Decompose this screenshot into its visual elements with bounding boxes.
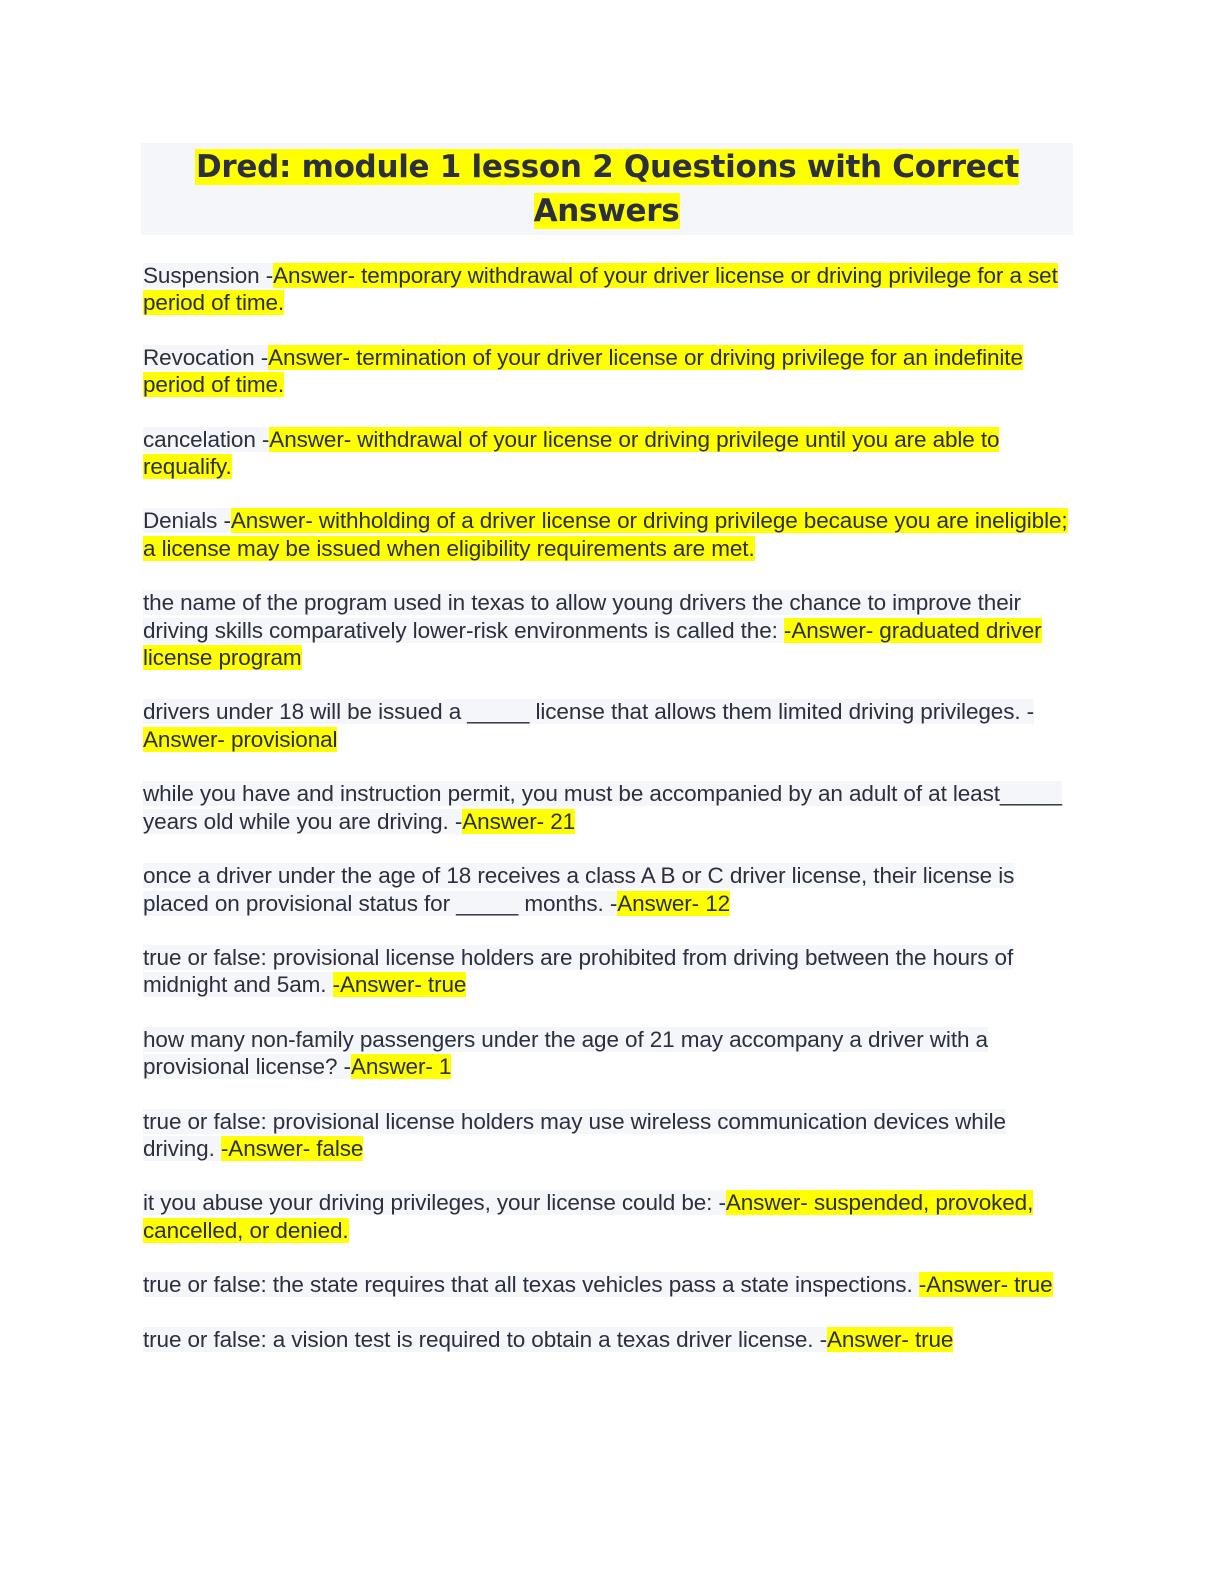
question-text: drivers under 18 will be issued a _____ license that allows them limited driving privileges. - — [143, 699, 1035, 725]
qa-item-passengers — [143, 1026, 1073, 1081]
answer-text: Answer- termination of your driver license or driving privilege for an indefinite period of time. — [143, 344, 1023, 398]
answer-text: Answer- provisional — [143, 726, 338, 752]
document-page — [141, 143, 1073, 1380]
qa-item-provisional-months — [143, 862, 1073, 917]
qa-item-state-inspection — [143, 1271, 1073, 1298]
qa-item-vision-test — [143, 1326, 1073, 1353]
document-title-text: Dred: module 1 lesson 2 Questions with Correct Answers — [195, 149, 1020, 229]
question-text: Revocation - — [143, 344, 269, 370]
question-text: cancelation - — [143, 426, 270, 452]
answer-text: -Answer- true — [332, 972, 467, 998]
question-text: true or false: provisional license holders may use wireless communication devices while driving. — [143, 1108, 1006, 1161]
answer-text: Answer- withdrawal of your license or driving privilege until you are able to requalify. — [143, 426, 1000, 480]
question-text: Suspension - — [143, 263, 274, 288]
question-text: true or false: the state requires that all texas vehicles pass a state inspections. — [143, 1272, 919, 1298]
qa-item-program-name — [143, 589, 1073, 671]
qa-item-midnight-driving — [143, 944, 1073, 999]
qa-item-provisional-license — [143, 698, 1073, 753]
answer-text: Answer- withholding of a driver license or driving privilege because you are ineligible; a license may be issued when eligibility requirements are met. — [143, 508, 1068, 561]
answer-text: -Answer- false — [220, 1135, 364, 1161]
qa-item-suspension — [143, 262, 1073, 317]
question-text: once a driver under the age of 18 receives a class A B or C driver license, their license is placed on provisional status for _____ months. - — [143, 863, 1015, 916]
question-text: Denials - — [143, 508, 231, 534]
qa-item-wireless-devices — [143, 1108, 1073, 1163]
question-text: it you abuse your driving privileges, your license could be: - — [143, 1190, 726, 1216]
answer-text: Answer- true — [826, 1326, 954, 1352]
qa-list — [141, 262, 1073, 1353]
qa-item-abuse-privileges — [143, 1189, 1073, 1244]
answer-text: Answer- 1 — [350, 1054, 452, 1080]
qa-item-denials — [143, 507, 1073, 562]
question-text: how many non-family passengers under the age of 21 may accompany a driver with a provisional license? - — [143, 1026, 988, 1080]
answer-text: Answer- 12 — [617, 890, 731, 916]
question-text: the name of the program used in texas to allow young drivers the chance to improve their driving skills comparatively lower-risk environments is called the: — [143, 590, 1021, 643]
qa-item-cancelation — [143, 426, 1073, 481]
answer-text: -Answer- true — [918, 1272, 1053, 1298]
answer-text: Answer- 21 — [462, 808, 576, 834]
qa-item-adult-age — [143, 780, 1073, 835]
qa-item-revocation — [143, 344, 1073, 399]
title-box — [141, 143, 1073, 235]
answer-text: Answer- temporary withdrawal of your driver license or driving privilege for a set period of time. — [143, 263, 1058, 316]
document-title — [141, 145, 1073, 233]
question-text: while you have and instruction permit, you must be accompanied by an adult of at least_____ years old while you are driving. - — [143, 781, 1062, 834]
question-text: true or false: a vision test is required to obtain a texas driver license. - — [143, 1326, 827, 1352]
answer-text: -Answer- graduated driver license program — [143, 617, 1042, 671]
answer-text: Answer- suspended, provoked, cancelled, or denied. — [143, 1190, 1034, 1243]
question-text: true or false: provisional license holders are prohibited from driving between the hours of midnight and 5am. — [143, 944, 1014, 998]
